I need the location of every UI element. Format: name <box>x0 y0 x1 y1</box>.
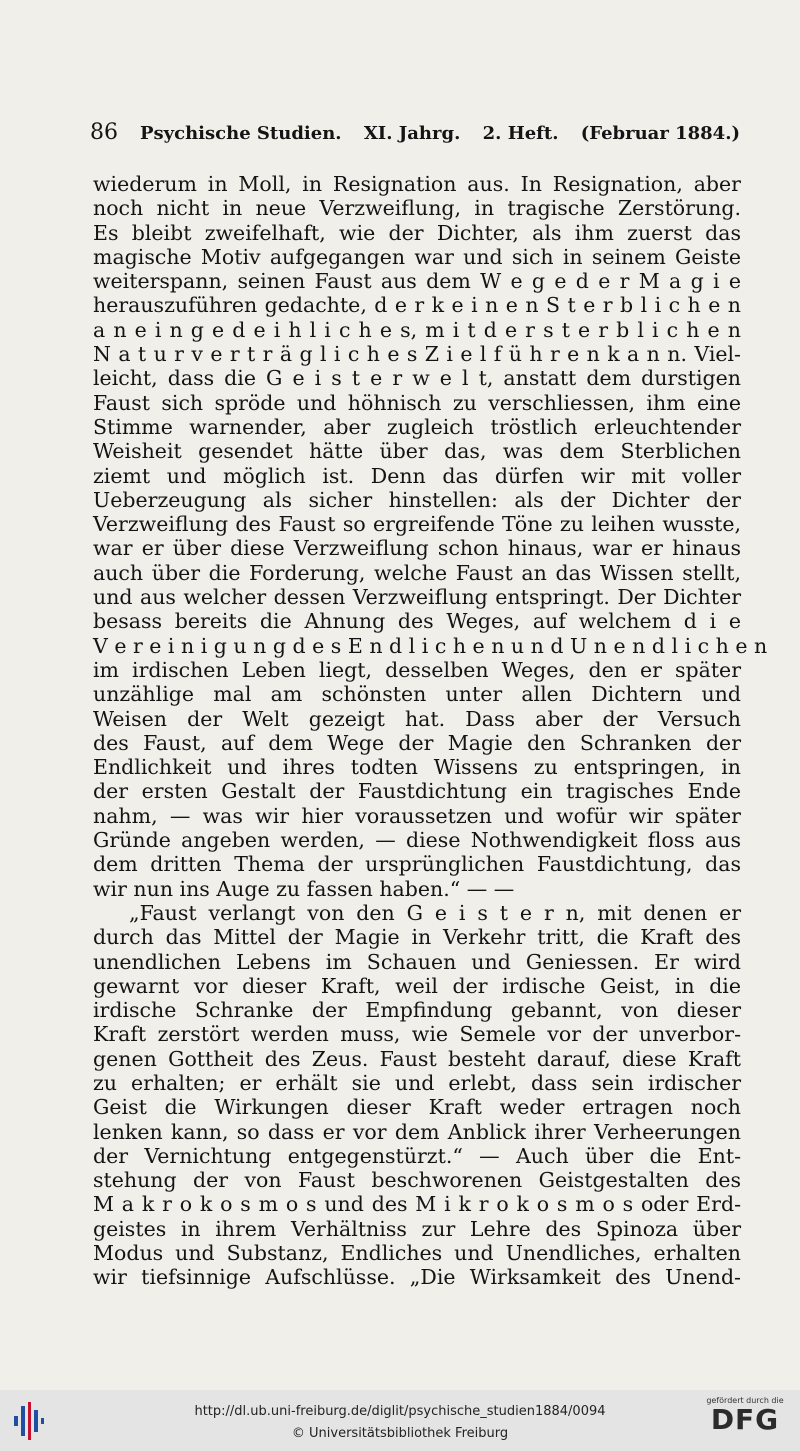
text-line: wir nun ins Auge zu fassen haben.“ — — <box>93 876 515 901</box>
text-line: dem dritten Thema der ursprünglichen Faustdichtung, das <box>93 852 741 877</box>
text-line: Modus und Substanz, Endliches und Unendliches, erhalten <box>93 1241 741 1266</box>
text-line: stehung der von Faust beschworenen Geistgestalten des <box>93 1168 741 1193</box>
issue: 2. Heft. <box>482 123 559 144</box>
text-line: Kraft zerstört werden muss, wie Semele vor der unverbor- <box>93 1022 741 1047</box>
text-line: genen Gottheit des Zeus. Faust besteht darauf, diese Kraft <box>93 1046 741 1071</box>
dfg-logo <box>700 1396 790 1436</box>
text-line: Stimme warnender, aber zugleich tröstlich erleuchtender <box>93 414 741 439</box>
dfg-caption: gefördert durch die <box>706 1396 784 1405</box>
footer-bar <box>0 1390 800 1451</box>
text-line: gewarnt vor dieser Kraft, weil der irdische Geist, in die <box>93 973 741 998</box>
text-line: Ueberzeugung als sicher hinstellen: als der Dichter der <box>93 487 741 512</box>
text-line: lenken kann, so dass er vor dem Anblick ihrer Verheerungen <box>93 1119 741 1144</box>
text-line: war er über diese Verzweiflung schon hinaus, war er hinaus <box>93 536 741 561</box>
text-line: Weisheit gesendet hätte über das, was dem Sterblichen <box>93 439 741 464</box>
journal-title: Psychische Studien. <box>140 123 342 144</box>
text-line: „Faust verlangt von den G e i s t e r n, mit denen er <box>129 900 741 925</box>
text-line: Gründe angeben werden, — diese Nothwendigkeit floss aus <box>93 828 741 853</box>
text-line: unendlichen Lebens im Schauen und Geniessen. Er wird <box>93 949 741 974</box>
text-line: unzählige mal am schönsten unter allen Dichtern und <box>93 682 741 707</box>
text-line: noch nicht in neue Verzweiflung, in tragische Zerstörung. <box>93 196 741 221</box>
text-line: Weisen der Welt gezeigt hat. Dass aber der Versuch <box>93 706 741 731</box>
volume: XI. Jahrg. <box>363 123 461 144</box>
text-line: auch über die Forderung, welche Faust an das Wissen stellt, <box>93 560 741 585</box>
text-line: Es bleibt zweifelhaft, wie der Dichter, als ihm zuerst das <box>93 220 741 245</box>
text-line: ziemt und möglich ist. Denn das dürfen wir mit voller <box>93 463 741 488</box>
body-text <box>93 172 768 1290</box>
text-line: der ersten Gestalt der Faustdichtung ein tragisches Ende <box>93 779 741 804</box>
footer-url[interactable]: http://dl.ub.uni-freiburg.de/diglit/psychische_studien1884/0094 <box>194 1404 606 1419</box>
text-line: Endlichkeit und ihres todten Wissens zu entspringen, in <box>93 755 741 780</box>
footer-copyright: © Universitätsbibliothek Freiburg <box>291 1426 509 1441</box>
text-line: leicht, dass die G e i s t e r w e l t, anstatt dem durstigen <box>93 366 741 391</box>
text-line: zu erhalten; er erhält sie und erlebt, dass sein irdischer <box>93 1070 741 1095</box>
dfg-logo-text: DFG <box>710 1403 780 1436</box>
text-line: nahm, — was wir hier voraussetzen und wofür wir später <box>93 803 741 828</box>
text-line: irdische Schranke der Empfindung gebannt, von dieser <box>93 998 741 1023</box>
text-line: M a k r o k o s m o s und des M i k r o k o s m o s oder Erd- <box>93 1192 741 1217</box>
text-line: N a t u r v e r t r ä g l i c h e s Z i e l f ü h r e n k a n n. Viel- <box>93 342 741 367</box>
text-line: a n e i n g e d e i h l i c h e s, m i t d e r s t e r b l i c h e n <box>93 317 741 342</box>
running-head <box>140 123 740 144</box>
page-header <box>90 120 740 145</box>
text-line: geistes in ihrem Verhältniss zur Lehre des Spinoza über <box>93 1216 741 1241</box>
text-line: des Faust, auf dem Wege der Magie den Schranken der <box>93 730 741 755</box>
issue-date: (Februar 1884.) <box>580 123 740 144</box>
text-line: durch das Mittel der Magie in Verkehr tritt, die Kraft des <box>93 925 741 950</box>
text-line: wir tiefsinnige Aufschlüsse. „Die Wirksamkeit des Unend- <box>93 1265 741 1290</box>
text-line: V e r e i n i g u n g d e s E n d l i c h e n u n d U n e n d l i c h e n <box>93 633 768 658</box>
text-line: im irdischen Leben liegt, desselben Weges, den er später <box>93 657 741 682</box>
text-line: Verzweiflung des Faust so ergreifende Töne zu leihen wusste, <box>93 512 741 537</box>
text-line: und aus welcher dessen Verzweiflung entspringt. Der Dichter <box>93 585 741 610</box>
text-line: wiederum in Moll, in Resignation aus. In Resignation, aber <box>93 172 741 196</box>
page-number: 86 <box>90 120 118 145</box>
text-line: herauszuführen gedachte, d e r k e i n e n S t e r b l i c h e n <box>93 293 741 318</box>
text-line: Faust sich spröde und höhnisch zu verschliessen, ihm eine <box>93 390 741 415</box>
text-line: der Vernichtung entgegenstürzt.“ — Auch über die Ent- <box>93 1143 741 1168</box>
text-line: weiterspann, seinen Faust aus dem W e g e d e r M a g i e <box>93 269 741 294</box>
text-line: Geist die Wirkungen dieser Kraft weder ertragen noch <box>93 1095 741 1120</box>
text-line: magische Motiv aufgegangen war und sich in seinem Geiste <box>93 244 741 269</box>
text-line: besass bereits die Ahnung des Weges, auf welchem d i e <box>93 609 741 634</box>
